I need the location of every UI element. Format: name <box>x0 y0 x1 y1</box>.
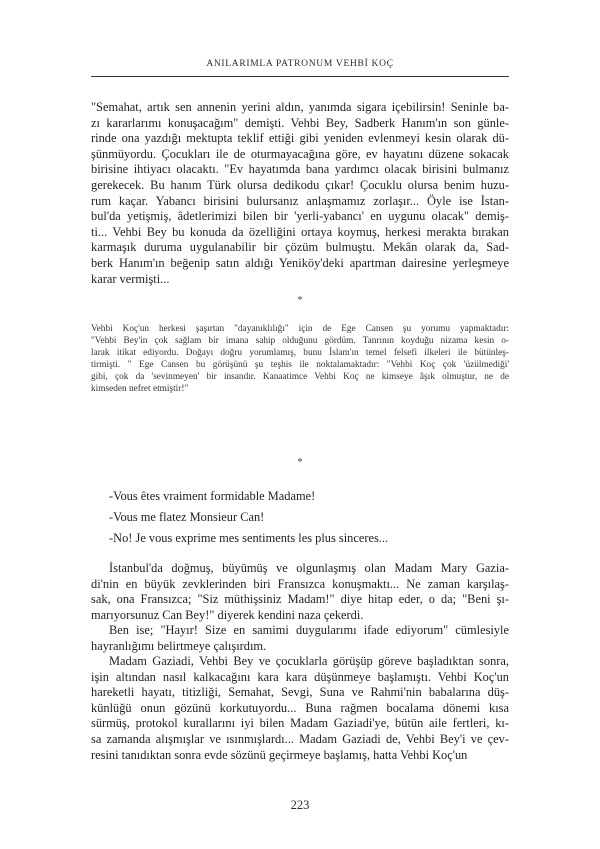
text-line: "Vehbi Bey'in çok sağlam bir imana sahip olduğunu gördüm. Tanrının koyduğu nizama kesin o- <box>91 336 509 346</box>
text-line: di'nin en büyük zevklerinden biri Fransızca konuşmaktı... Ne zaman karşılaş- <box>91 576 509 591</box>
footnote <box>91 323 509 395</box>
text-line: İstanbul'da doğmuş, büyümüş ve olgunlaşmış olan Madam Mary Gazia- <box>109 561 509 575</box>
separator-asterisk-2: * <box>297 456 303 468</box>
text-line: ti... Vehbi Bey bu konuda da özelliğini ortaya koymuş, herkesi merakta bırakan <box>91 224 509 239</box>
text-line: şünmüyordu. Çocukları ile de oturmayacağına göre, ev hayatını düzene sokacak <box>91 146 509 161</box>
text-line: marıyorsunuz Can Bey!" diyerek kendini naza çekerdi. <box>91 607 364 622</box>
text-line: larak itikat ediyordu. Doğayı doğru yorumlamış, bunu İslam'ın temel felsefi ilkeleri ile bütünleş- <box>91 348 509 358</box>
text-line: -Vous êtes vraiment formidable Madame! <box>109 489 316 503</box>
text-line: işin altından nasıl kalkacağını kara kara düşünmeye başlamıştı. Vehbi Koç'un <box>91 669 509 684</box>
text-line: karar vermişti... <box>91 271 170 286</box>
text-line: resini tanıdıktan sonra evde sözünü geçirmeye başlamış, hatta Vehbi Koç'un <box>91 747 468 762</box>
text-line: -Vous me flatez Monsieur Can! <box>109 510 265 524</box>
text-line: "Semahat, artık sen annenin yerini aldın, yanımda sigara içebilirsin! Seninle ba- <box>91 100 509 114</box>
text-line: Ben ise; "Hayır! Size en samimi duygularımı ifade ediyorum" cümlesiyle <box>109 623 509 637</box>
text-line: sak, ona Fransızca; "Siz müthişsiniz Madam!" diye hitap eder, o da; "Beni şı- <box>91 592 509 607</box>
text-line: Madam Gaziadi, Vehbi Bey ve çocuklarla görüşüp göreve başladıktan sonra, <box>109 654 509 668</box>
text-line: hareketli hayatı, titizliği, Semahat, Sevgi, Suna ve Rahmi'nin babalarına düş- <box>91 685 509 700</box>
page-number: 223 <box>290 798 310 812</box>
text-line: hayranlığımı belirtmeye çalışırdım. <box>91 638 267 653</box>
paragraph-1 <box>91 100 509 287</box>
french-dialogue <box>109 486 388 549</box>
text-line: künlüğü onun gözünü korkutuyordu... Buna rağmen bocalama dönemi kısa <box>91 700 509 715</box>
text-line: bul'da yetişmiş, âdetlerimizi bilen bir 'yerli-yabancı' en uygunu olacak" demiş- <box>91 209 509 224</box>
header-rule <box>91 76 509 77</box>
paragraph-2 <box>91 561 509 623</box>
paragraph-4 <box>91 654 509 763</box>
text-line: sa zamanda alışmışlar ve ısınmışlardı... Madam Gaziadi de, Vehbi Bey'i ve çev- <box>91 731 509 746</box>
text-line: berk Hanım'ın beğenip satın aldığı Yeniköy'deki apartman dairesine yerleşmeye <box>91 255 509 270</box>
text-line: tirmişti. " Ege Cansen bu görüşünü şu teşhis ile noktalamaktadır: "Vehbi Koç çok 'üzülmediği' <box>91 360 509 370</box>
text-line: gibi, çok da 'sevinmeyen' bir insandır. Kanaatimce Vehbi Koç ne kimseye âşık olmuştur, ne de <box>91 372 509 382</box>
text-line: rum kaçar. Yabancı birisini bulursanız anlaşmamız zorlaşır... Öyle ise İstan- <box>91 193 509 208</box>
text-line: zı kararlarımı konuşacağım" demişti. Vehbi Bey, Sadberk Hanım'ın son günle- <box>91 115 509 130</box>
text-line: sürmüş, protokol kurallarını iyi bilen Madam Gaziadi'ye, bütün aile fertleri, kı- <box>91 716 509 731</box>
text-line: karmaşık duruma uygulanabilir bir çözüm bulmuştu. Mekân olarak da, Sad- <box>91 240 509 255</box>
paragraph-3 <box>91 623 509 654</box>
separator-asterisk-1: * <box>297 294 303 306</box>
running-header: ANILARIMLA PATRONUM VEHBİ KOÇ <box>206 59 394 69</box>
text-line: -No! Je vous exprime mes sentiments les plus sinceres... <box>109 531 389 545</box>
text-line: gerekecek. Bu hanım Türk olursa dedikodu çıkar! Çocuklu olursa benim huzu- <box>91 177 509 192</box>
text-line: Vehbi Koç'un herkesi şaşırtan "dayanıklılığı" için de Ege Cansen şu yorumu yapmaktadır: <box>91 324 509 334</box>
text-line: rinde ona yazdığı mektupta teklif ettiği gibi yeniden evlenmeyi kesin olarak dü- <box>91 131 509 146</box>
text-line: birisine ihtiyacı olacaktı. "Ev hayatımda bana yardımcı olacak birisini bulmanız <box>91 162 509 177</box>
text-line: kimseden nefret etmiştir!" <box>91 384 189 394</box>
